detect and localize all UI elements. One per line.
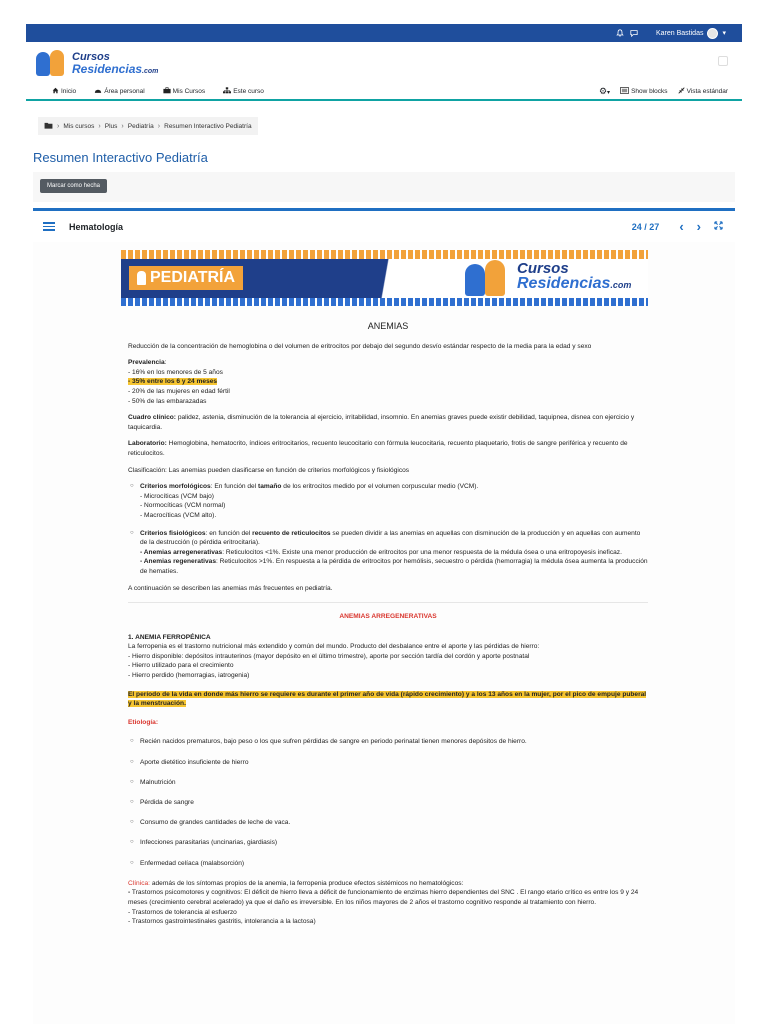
user-menu[interactable] [656,28,726,39]
completion-bar [33,172,735,202]
section-heading: ANEMIAS ARREGENERATIVAS [339,613,437,621]
chevron-right-icon: › [157,122,161,130]
site-header [26,42,742,84]
reg-label: - Anemias regenerativas [140,558,216,566]
prevalence-item-highlight: - 35% entre los 6 y 24 meses [128,378,218,386]
morph-bold: tamaño [258,483,282,491]
dashboard-icon [94,87,102,96]
document-body [128,322,648,934]
prevalence-label: Prevalencia [128,359,165,367]
morph-item: - Normocíticas (VCM normal) [140,502,226,510]
pediatria-badge [129,266,243,290]
ferro-line: - Hierro utilizado para el crecimiento [128,662,234,670]
nav-accent-line [26,99,742,101]
standard-view-label: Vista estándar [686,88,728,95]
banner-logo-line2: Residencias [517,274,611,292]
page-counter: 24 / 27 [631,221,660,232]
ferro-highlight: El período de la vida en donde más hierro se requiere es durante el primer año de vida (rápido crecimiento) y a los 13 años en la mujer, por el pico de empuje puberal y la menstruación. [128,690,647,708]
module-title: Hematología [69,221,124,232]
doc-title: ANEMIAS [367,321,409,331]
module-toolbar [33,208,735,242]
list-item: ○ Malnutrición [128,778,648,788]
site-logo[interactable] [34,48,158,78]
divider [128,602,648,603]
prevalence-block: Prevalencia: - 16% en los menores de 5 años - 35% entre los 6 y 24 meses - 20% de las mujeres en edad fértil - 50% de las embarazadas [128,358,648,406]
clinical-label: Clínica: [128,879,150,887]
top-bar [26,24,742,42]
gear-icon[interactable]: ⚙▾ [598,86,611,96]
chevron-right-icon: › [121,122,124,130]
arreg-label: - Anemias arregenerativas [140,548,223,556]
sitemap-icon [223,87,231,96]
morph-item: - Microcíticas (VCM bajo) [140,492,215,500]
ferro-highlight-block [128,690,648,709]
main-nav [26,84,742,100]
fis-text: : en función del [205,529,253,537]
morphological-criteria [128,482,648,520]
nav-item-label: Inicio [61,88,77,95]
logo-figures [34,48,68,78]
list-item: ○ Recién nacidos prematuros, bajo peso o los que sufren pérdidas de sangre en periodo perinatal tienen menores depósitos de hierro. [128,737,648,747]
etiology-label: Etiología: [128,718,159,726]
ferropenia-block [128,633,648,681]
arreg-text: : Reticulocitos <1%. Existe una menor producción de eritrocitos por una menor respuesta de la médula ósea o una eritropoyesis ineficaz. [222,548,622,556]
breadcrumb-item-current: Resumen Interactivo Pediatría [164,122,252,130]
fis-text: se pueden dividir a las anemias en aquellas con disminución de la producción y en aquellas con aumento de la destrucción (o pérdida eritrocitaria). [140,529,641,547]
banner-logo [461,254,631,298]
previous-page-icon[interactable]: ‹ [679,219,684,234]
prevalence-item: - 16% en los menores de 5 años [128,368,223,376]
fis-bold: recuento de reticulocitos [252,529,331,537]
list-item: ○ Pérdida de sangre [128,798,648,808]
nav-item-label: Área personal [104,88,145,95]
banner-logo-line1: Cursos [517,259,569,277]
etiology-list [128,737,648,868]
ferro-line: La ferropenia es el trastorno nutricional más extendido y común del mundo. Producto del desbalance entre el aporte y las pérdidas de hierro: [128,643,540,651]
nav-item-este-curso[interactable] [223,87,264,96]
breadcrumb-item[interactable]: Plus [104,122,118,130]
morph-text: : En función del [210,483,259,491]
continuation-text: A continuación se describen las anemias más frecuentes en pediatría. [128,585,333,593]
doc-intro: Reducción de la concentración de hemoglobina o del volumen de eritrocitos por debajo del segundo desvío estándar respecto de la media para la edad y sexo [128,342,592,350]
nav-item-inicio[interactable] [52,87,76,96]
breadcrumb [38,117,258,135]
nav-right [599,86,742,97]
fullscreen-icon[interactable] [714,221,723,233]
pediatria-label: PEDIATRÍA [150,269,236,286]
banner-logo-suffix: .com [610,279,632,290]
list-icon [620,87,629,96]
child-icon [137,271,146,285]
list-item: ○ Enfermedad celíaca (malabsorción) [128,859,648,869]
clinical-picture-label: Cuadro clínico: [128,414,176,422]
hamburger-menu-icon[interactable] [43,222,55,231]
reg-text: : Reticulocitos >1%. En respuesta a la pérdida de eritrocitos por hemólisis, secuestro o pérdida (hemorragia) la médula ósea aumenta la producción de hematíes. [140,558,648,575]
list-item: ○ Infecciones parasitarias (uncinarias, giardiasis) [128,838,648,848]
compress-icon [678,87,685,96]
list-item: ○ Aporte dietético insuficiente de hierro [128,758,648,768]
mark-done-button[interactable]: Marcar como hecha [40,179,107,193]
morph-text: de los eritrocitos medido por el volumen corpuscular medio (VCM). [281,483,479,491]
chevron-right-icon: › [98,122,101,130]
chevron-down-icon: ▾ [722,30,726,37]
chevron-right-icon: › [57,122,60,130]
nav-item-label: Este curso [233,88,264,95]
course-banner [121,250,648,306]
page-title: Resumen Interactivo Pediatría [33,150,208,165]
briefcase-icon [163,87,171,96]
classification: Clasificación: Las anemias pueden clasificarse en función de criterios morfológicos y fisiológicos [128,466,410,474]
home-icon [52,87,59,96]
header-toggle[interactable] [718,56,728,66]
clinical-text: además de los síntomas propios de la anemia, la ferropenia produce efectos sistémicos no hematológicos: [150,879,464,887]
next-page-icon[interactable]: › [696,219,701,234]
laboratory-text: Hemoglobina, hematocrito, índices eritrocitarios, recuento leucocitario con fórmula leucocitaria, recuento plaquetario, frotis de sangre periférica y recuento de reticulocitos. [128,440,628,457]
bell-icon[interactable] [616,29,624,37]
clinical-item: - Trastornos gastrointestinales gastritis, intolerancia a la lactosa) [128,918,316,926]
logo-line1: Cursos [72,50,110,63]
prevalence-item: - 50% de las embarazadas [128,397,207,405]
logo-figures [461,254,513,298]
show-blocks-label: Show blocks [631,88,668,95]
morph-label: Criterios morfológicos [140,483,211,491]
nav-item-mis-cursos[interactable] [163,87,206,96]
morph-item: - Macrocíticas (VCM alto). [140,511,217,519]
ferro-line: - Hierro disponible: depósitos intrauterinos (mayor depósito en el último trimestre), aporte por sección tardía del cordón y aporte postnatal [128,652,530,660]
show-blocks-button[interactable] [620,87,668,96]
clinical-block [128,879,648,927]
laboratory-label: Laboratorio: [128,440,167,448]
breadcrumb-item[interactable]: Pediatría [127,122,154,130]
logo-suffix: .com [142,67,159,75]
nav-item-area-personal[interactable] [94,87,144,96]
clinical-item: - Trastornos de tolerancia al esfuerzo [128,908,237,916]
logo-line2: Residencias [72,61,143,76]
ferro-line: - Hierro perdido (hemorragias, iatrogenia) [128,672,250,680]
list-item: ○ Consumo de grandes cantidades de leche de vaca. [128,818,648,828]
prevalence-item: - 20% de las mujeres en edad fértil [128,387,230,395]
folder-icon [44,122,53,131]
clinical-picture [128,413,648,432]
standard-view-button[interactable] [678,87,728,96]
clinical-item: Trastornos psicomotores y cognitivos: El déficit de hierro lleva a déficit de funcionamiento de enzimas hierro dependientes del SNC . El rango etario crítico es entre los 9 y 24 meses (crecimiento cerebral acelerado) ya que el daño es irreversible. En los niños mayores de 2 años el trastorno cognitivo responde al tratamiento con hierro. [128,889,639,906]
ferro-title: 1. ANEMIA FERROPÉNICA [128,633,211,641]
clinical-picture-text: palidez, astenia, disminución de la tolerancia al ejercicio, irritabilidad, insomnio. En anemias graves puede existir debilidad, taquipnea, disnea con ejercicio y taquicardia. [128,414,635,431]
physiological-criteria [128,529,648,577]
clinical-dash: - [128,889,131,897]
user-name: Karen Bastidas [656,29,704,37]
avatar [707,28,718,39]
laboratory [128,439,648,458]
document-viewer [33,242,735,1024]
nav-item-label: Mis Cursos [172,88,206,95]
fis-label: Criterios fisiológicos [140,529,206,537]
chat-icon[interactable] [630,29,638,37]
breadcrumb-item[interactable]: Mis cursos [63,122,95,130]
